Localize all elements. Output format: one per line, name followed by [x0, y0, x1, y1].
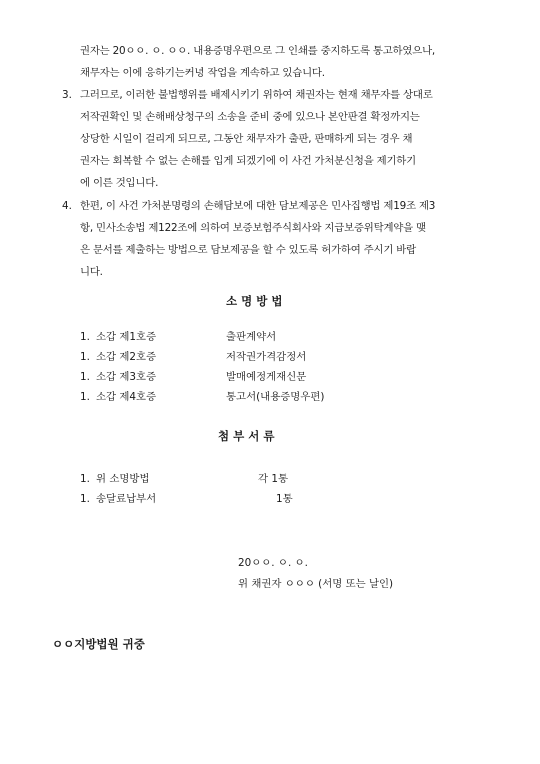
attachment-item-value: 각 1통 — [258, 473, 288, 485]
evidence-item-prefix: 1. — [80, 371, 90, 383]
evidence-heading: 소 명 방 법 — [226, 294, 283, 308]
court-addressee: ㅇㅇ지방법원 귀중 — [52, 637, 145, 651]
paragraph-3-line-1: 그러므로, 이러한 불법행위를 배제시키기 위하여 채권자는 현재 채무자를 상대로 — [80, 89, 433, 101]
paragraph-3-line-5: 에 이른 것입니다. — [80, 177, 159, 189]
paragraph-2-line-1: 권자는 20ㅇㅇ. ㅇ. ㅇㅇ. 내용증명우편으로 그 인쇄를 중지하도록 통고하였으나, — [80, 45, 436, 57]
attachments-heading: 첨 부 서 류 — [218, 429, 275, 443]
attachment-item-value: 1통 — [276, 493, 293, 505]
evidence-item-prefix: 1. — [80, 331, 90, 343]
evidence-item-value: 발매예정게재신문 — [226, 371, 307, 383]
paragraph-4-line-4: 니다. — [80, 266, 103, 278]
paragraph-2-line-2: 채무자는 이에 응하기는커녕 작업을 계속하고 있습니다. — [80, 67, 325, 79]
attachment-item-label: 송달료납부서 — [96, 493, 157, 505]
attachment-item-label: 위 소명방법 — [96, 473, 150, 485]
paragraph-3-number: 3. — [62, 89, 72, 101]
paragraph-3-line-4: 권자는 회복할 수 없는 손해를 입게 되겠기에 이 사건 가처분신청을 제기하기 — [80, 155, 416, 167]
evidence-item-label: 소갑 제2호증 — [96, 351, 157, 363]
paragraph-3-line-2: 저작권확인 및 손해배상청구의 소송을 준비 중에 있으나 본안판결 확정까지는 — [80, 111, 420, 123]
paragraph-4-number: 4. — [62, 200, 72, 212]
paragraph-3-line-3: 상당한 시일이 걸리게 되므로, 그동안 채무자가 출판, 판매하게 되는 경우 채 — [80, 133, 413, 145]
paragraph-4-line-1: 한편, 이 사건 가처분명령의 손해담보에 대한 담보제공은 민사집행법 제19조 제3 — [80, 200, 436, 212]
evidence-item-value: 출판계약서 — [226, 331, 277, 343]
evidence-item-prefix: 1. — [80, 391, 90, 403]
signer-line: 위 채권자 ㅇㅇㅇ (서명 또는 날인) — [238, 578, 394, 590]
evidence-item-label: 소갑 제4호증 — [96, 391, 157, 403]
evidence-item-label: 소갑 제3호증 — [96, 371, 157, 383]
evidence-item-label: 소갑 제1호증 — [96, 331, 157, 343]
filing-date: 20ㅇㅇ. ㅇ. ㅇ. — [238, 557, 308, 569]
paragraph-4-line-2: 항, 민사소송법 제122조에 의하여 보증보험주식회사와 지급보증위탁계약을 맺 — [80, 222, 426, 234]
attachment-item-prefix: 1. — [80, 493, 90, 505]
evidence-item-value: 통고서(내용증명우편) — [226, 391, 325, 403]
evidence-item-prefix: 1. — [80, 351, 90, 363]
paragraph-4-line-3: 은 문서를 제출하는 방법으로 담보제공을 할 수 있도록 허가하여 주시기 바랍 — [80, 244, 416, 256]
evidence-item-value: 저작권가격감정서 — [226, 351, 307, 363]
attachment-item-prefix: 1. — [80, 473, 90, 485]
